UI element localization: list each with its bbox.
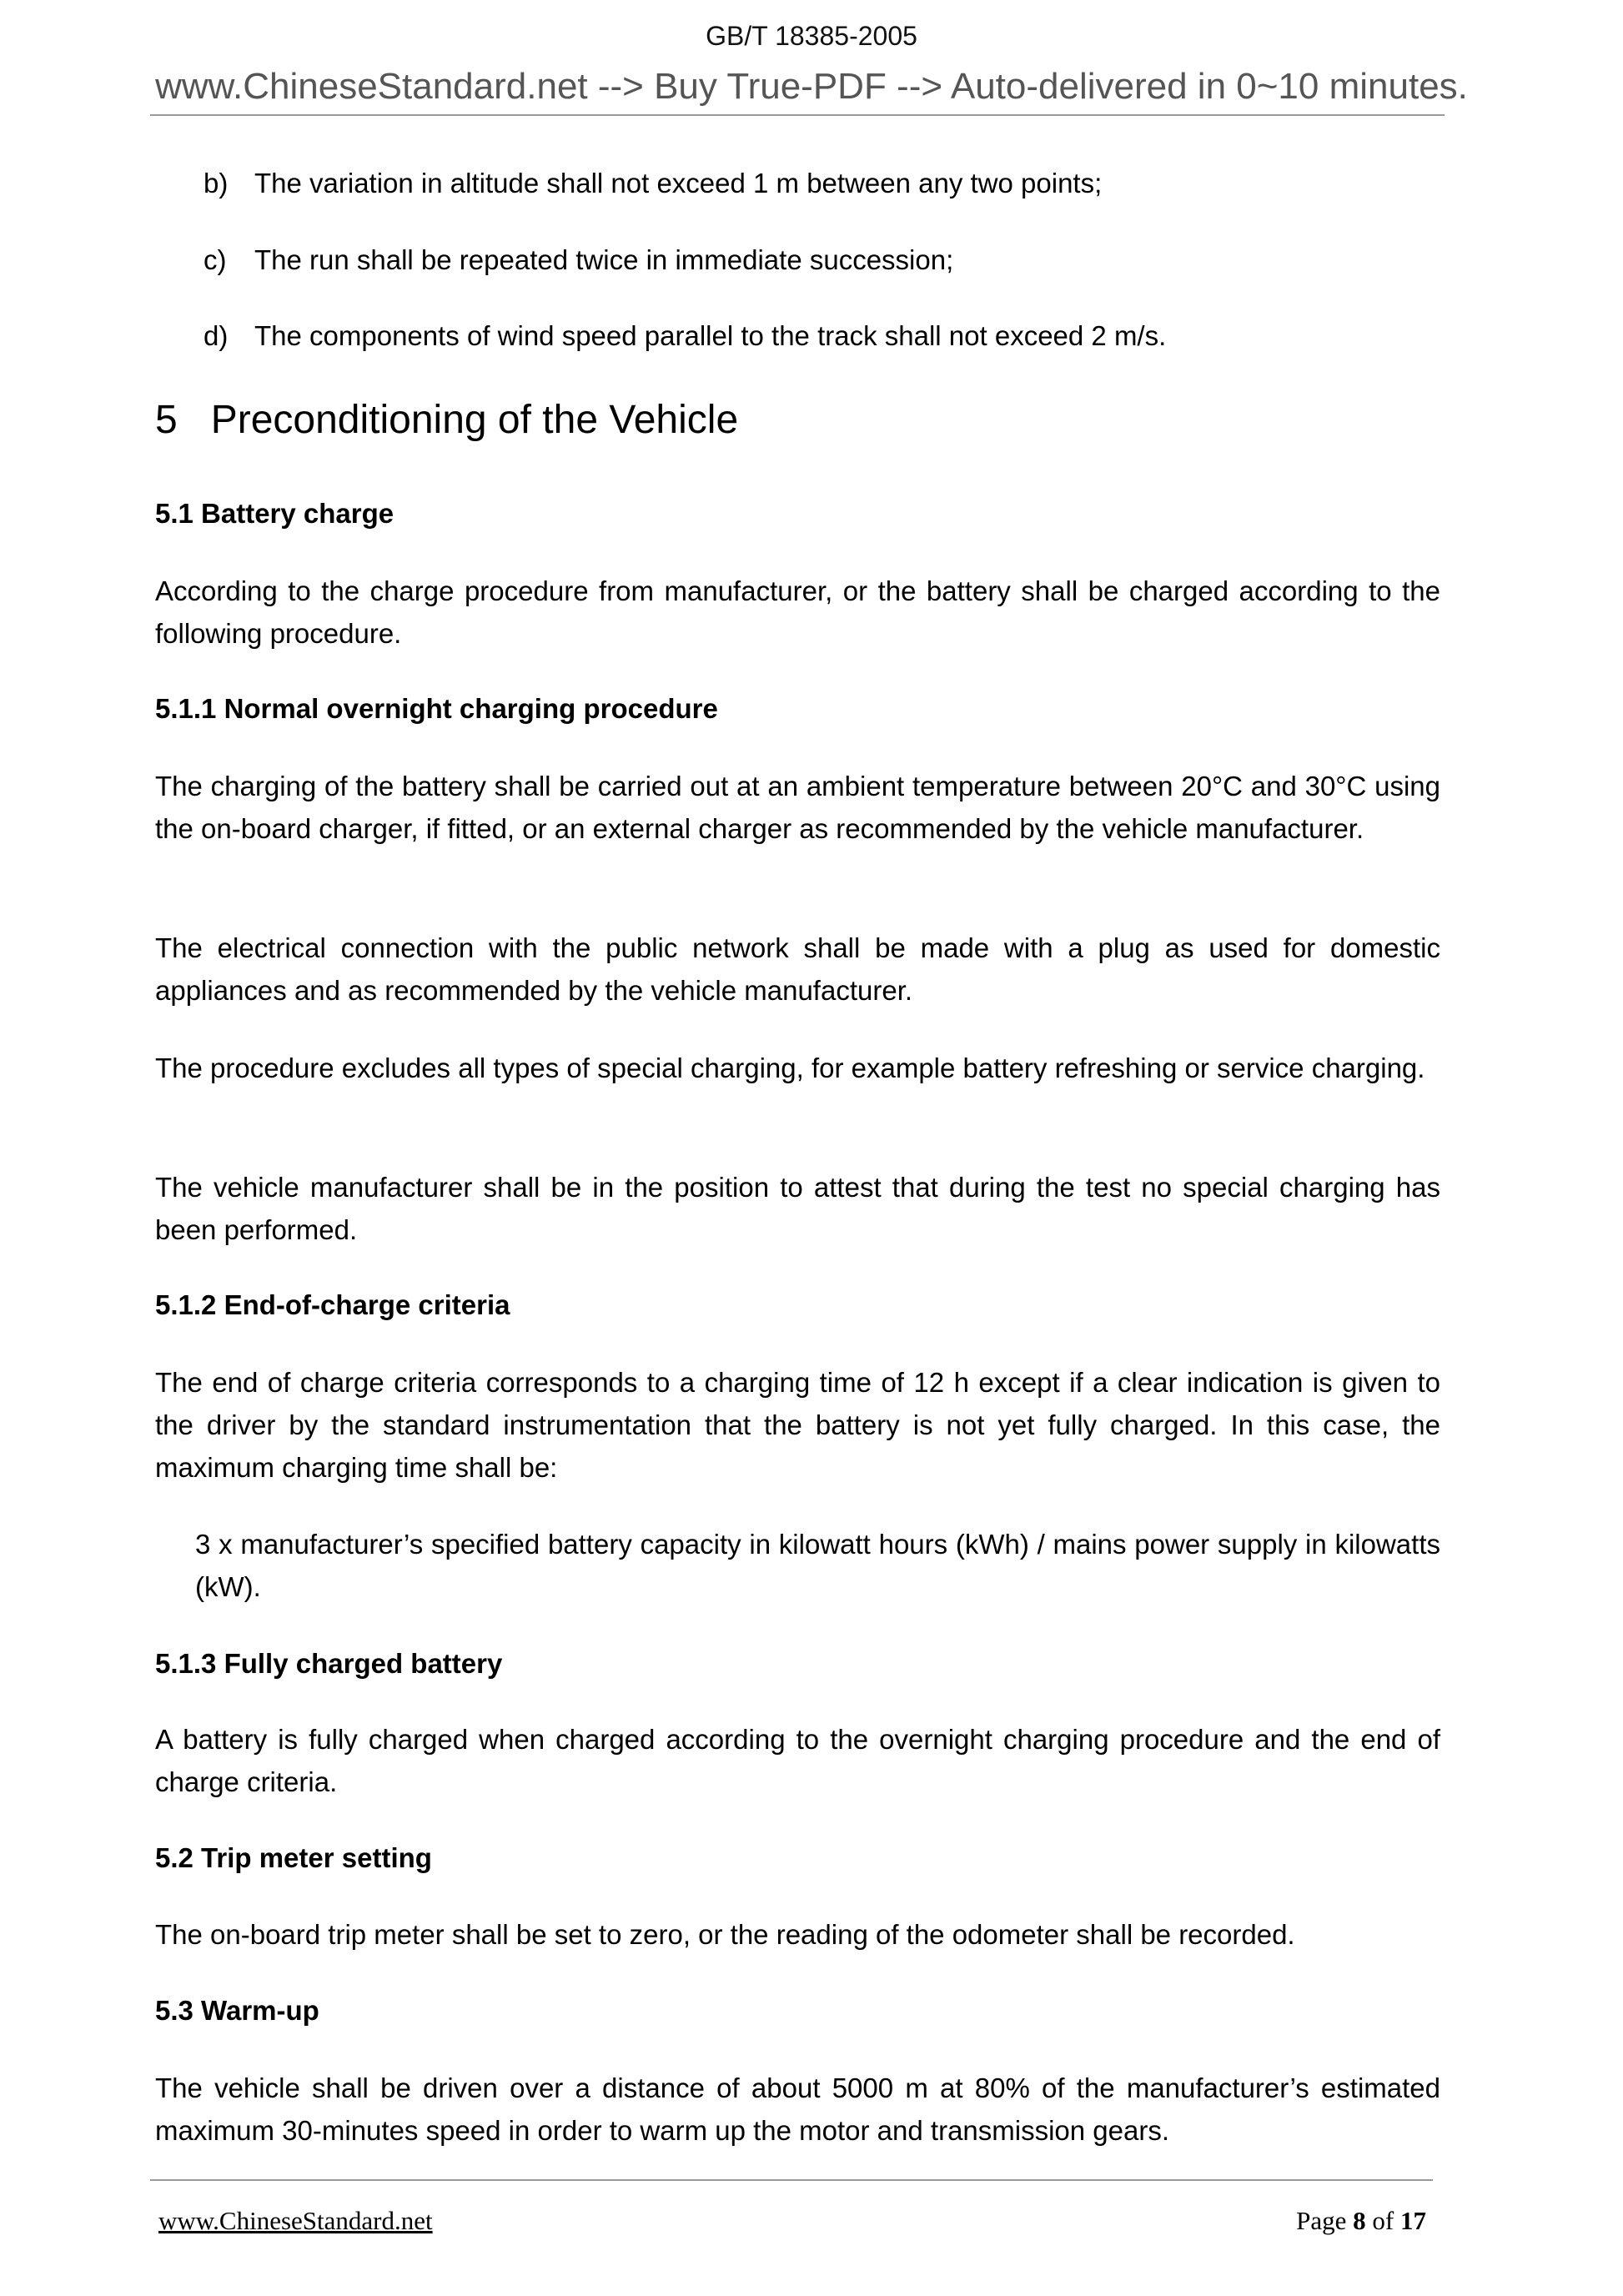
total-pages: 17 bbox=[1400, 2206, 1426, 2235]
subsection-heading: 5.2 Trip meter setting bbox=[155, 1842, 432, 1873]
list-marker: b) bbox=[204, 168, 229, 198]
paragraph: The electrical connection with the public network shall be made with a plug as used for domestic appliances and as recommended by the vehicle manufacturer. bbox=[155, 932, 1440, 1006]
header-banner: www.ChineseStandard.net --> Buy True-PDF --> Auto-delivered in 0~10 minutes. bbox=[155, 66, 1468, 107]
paragraph: According to the charge procedure from manufacturer, or the battery shall be charged according to the following procedure. bbox=[155, 575, 1440, 649]
subsection-heading: 5.1.3 Fully charged battery bbox=[155, 1648, 503, 1679]
paragraph: The procedure excludes all types of special charging, for example battery refreshing or service charging. bbox=[155, 1053, 1425, 1083]
current-page: 8 bbox=[1353, 2206, 1366, 2235]
page-number bbox=[1296, 2206, 1426, 2236]
section-title: Preconditioning of the Vehicle bbox=[210, 398, 739, 442]
subsection-heading: 5.1.2 End-of-charge criteria bbox=[155, 1289, 510, 1320]
formula-text: 3 x manufacturer’s specified battery capacity in kilowatt hours (kWh) / mains power supply in kilowatts (kW). bbox=[195, 1529, 1440, 1602]
list-item bbox=[204, 314, 1167, 357]
list-marker: c) bbox=[204, 244, 227, 275]
footer-website-link[interactable]: www.ChineseStandard.net bbox=[158, 2206, 433, 2235]
list-marker: d) bbox=[204, 320, 229, 351]
page-label: Page bbox=[1296, 2206, 1347, 2235]
subsection-heading: 5.1.1 Normal overnight charging procedure bbox=[155, 693, 718, 724]
paragraph: A battery is fully charged when charged according to the overnight charging procedure and the end of charge criteria. bbox=[155, 1724, 1440, 1797]
list-text: The variation in altitude shall not exceed 1 m between any two points; bbox=[254, 168, 1103, 198]
list-text: The components of wind speed parallel to the track shall not exceed 2 m/s. bbox=[254, 320, 1167, 351]
section-number: 5 bbox=[155, 398, 178, 442]
section-heading bbox=[155, 397, 738, 443]
paragraph: The on-board trip meter shall be set to zero, or the reading of the odometer shall be recorded. bbox=[155, 1919, 1295, 1950]
footer-divider bbox=[150, 2179, 1433, 2181]
paragraph: The charging of the battery shall be carried out at an ambient temperature between 20°C and 30°C using the on-board charger, if fitted, or an external charger as recommended by the vehicle manufacturer. bbox=[155, 771, 1440, 844]
standard-number: GB/T 18385-2005 bbox=[706, 21, 917, 51]
subsection-heading: 5.1 Battery charge bbox=[155, 498, 394, 529]
list-text: The run shall be repeated twice in immediate succession; bbox=[254, 244, 954, 275]
subsection-heading: 5.3 Warm-up bbox=[155, 1995, 319, 2026]
header-divider bbox=[150, 114, 1445, 116]
paragraph: The vehicle manufacturer shall be in the position to attest that during the test no special charging has been performed. bbox=[155, 1172, 1440, 1245]
list-item bbox=[204, 162, 1103, 204]
paragraph: The end of charge criteria corresponds to a charging time of 12 h except if a clear indication is given to the driver by the standard instrumentation that the battery is not yet fully charged. In this case, the maximum charging time shall be: bbox=[155, 1367, 1440, 1483]
paragraph: The vehicle shall be driven over a distance of about 5000 m at 80% of the manufacturer’s estimated maximum 30-minutes speed in order to warm up the motor and transmission gears. bbox=[155, 2072, 1440, 2146]
list-item bbox=[204, 239, 954, 281]
page-of: of bbox=[1372, 2206, 1394, 2235]
